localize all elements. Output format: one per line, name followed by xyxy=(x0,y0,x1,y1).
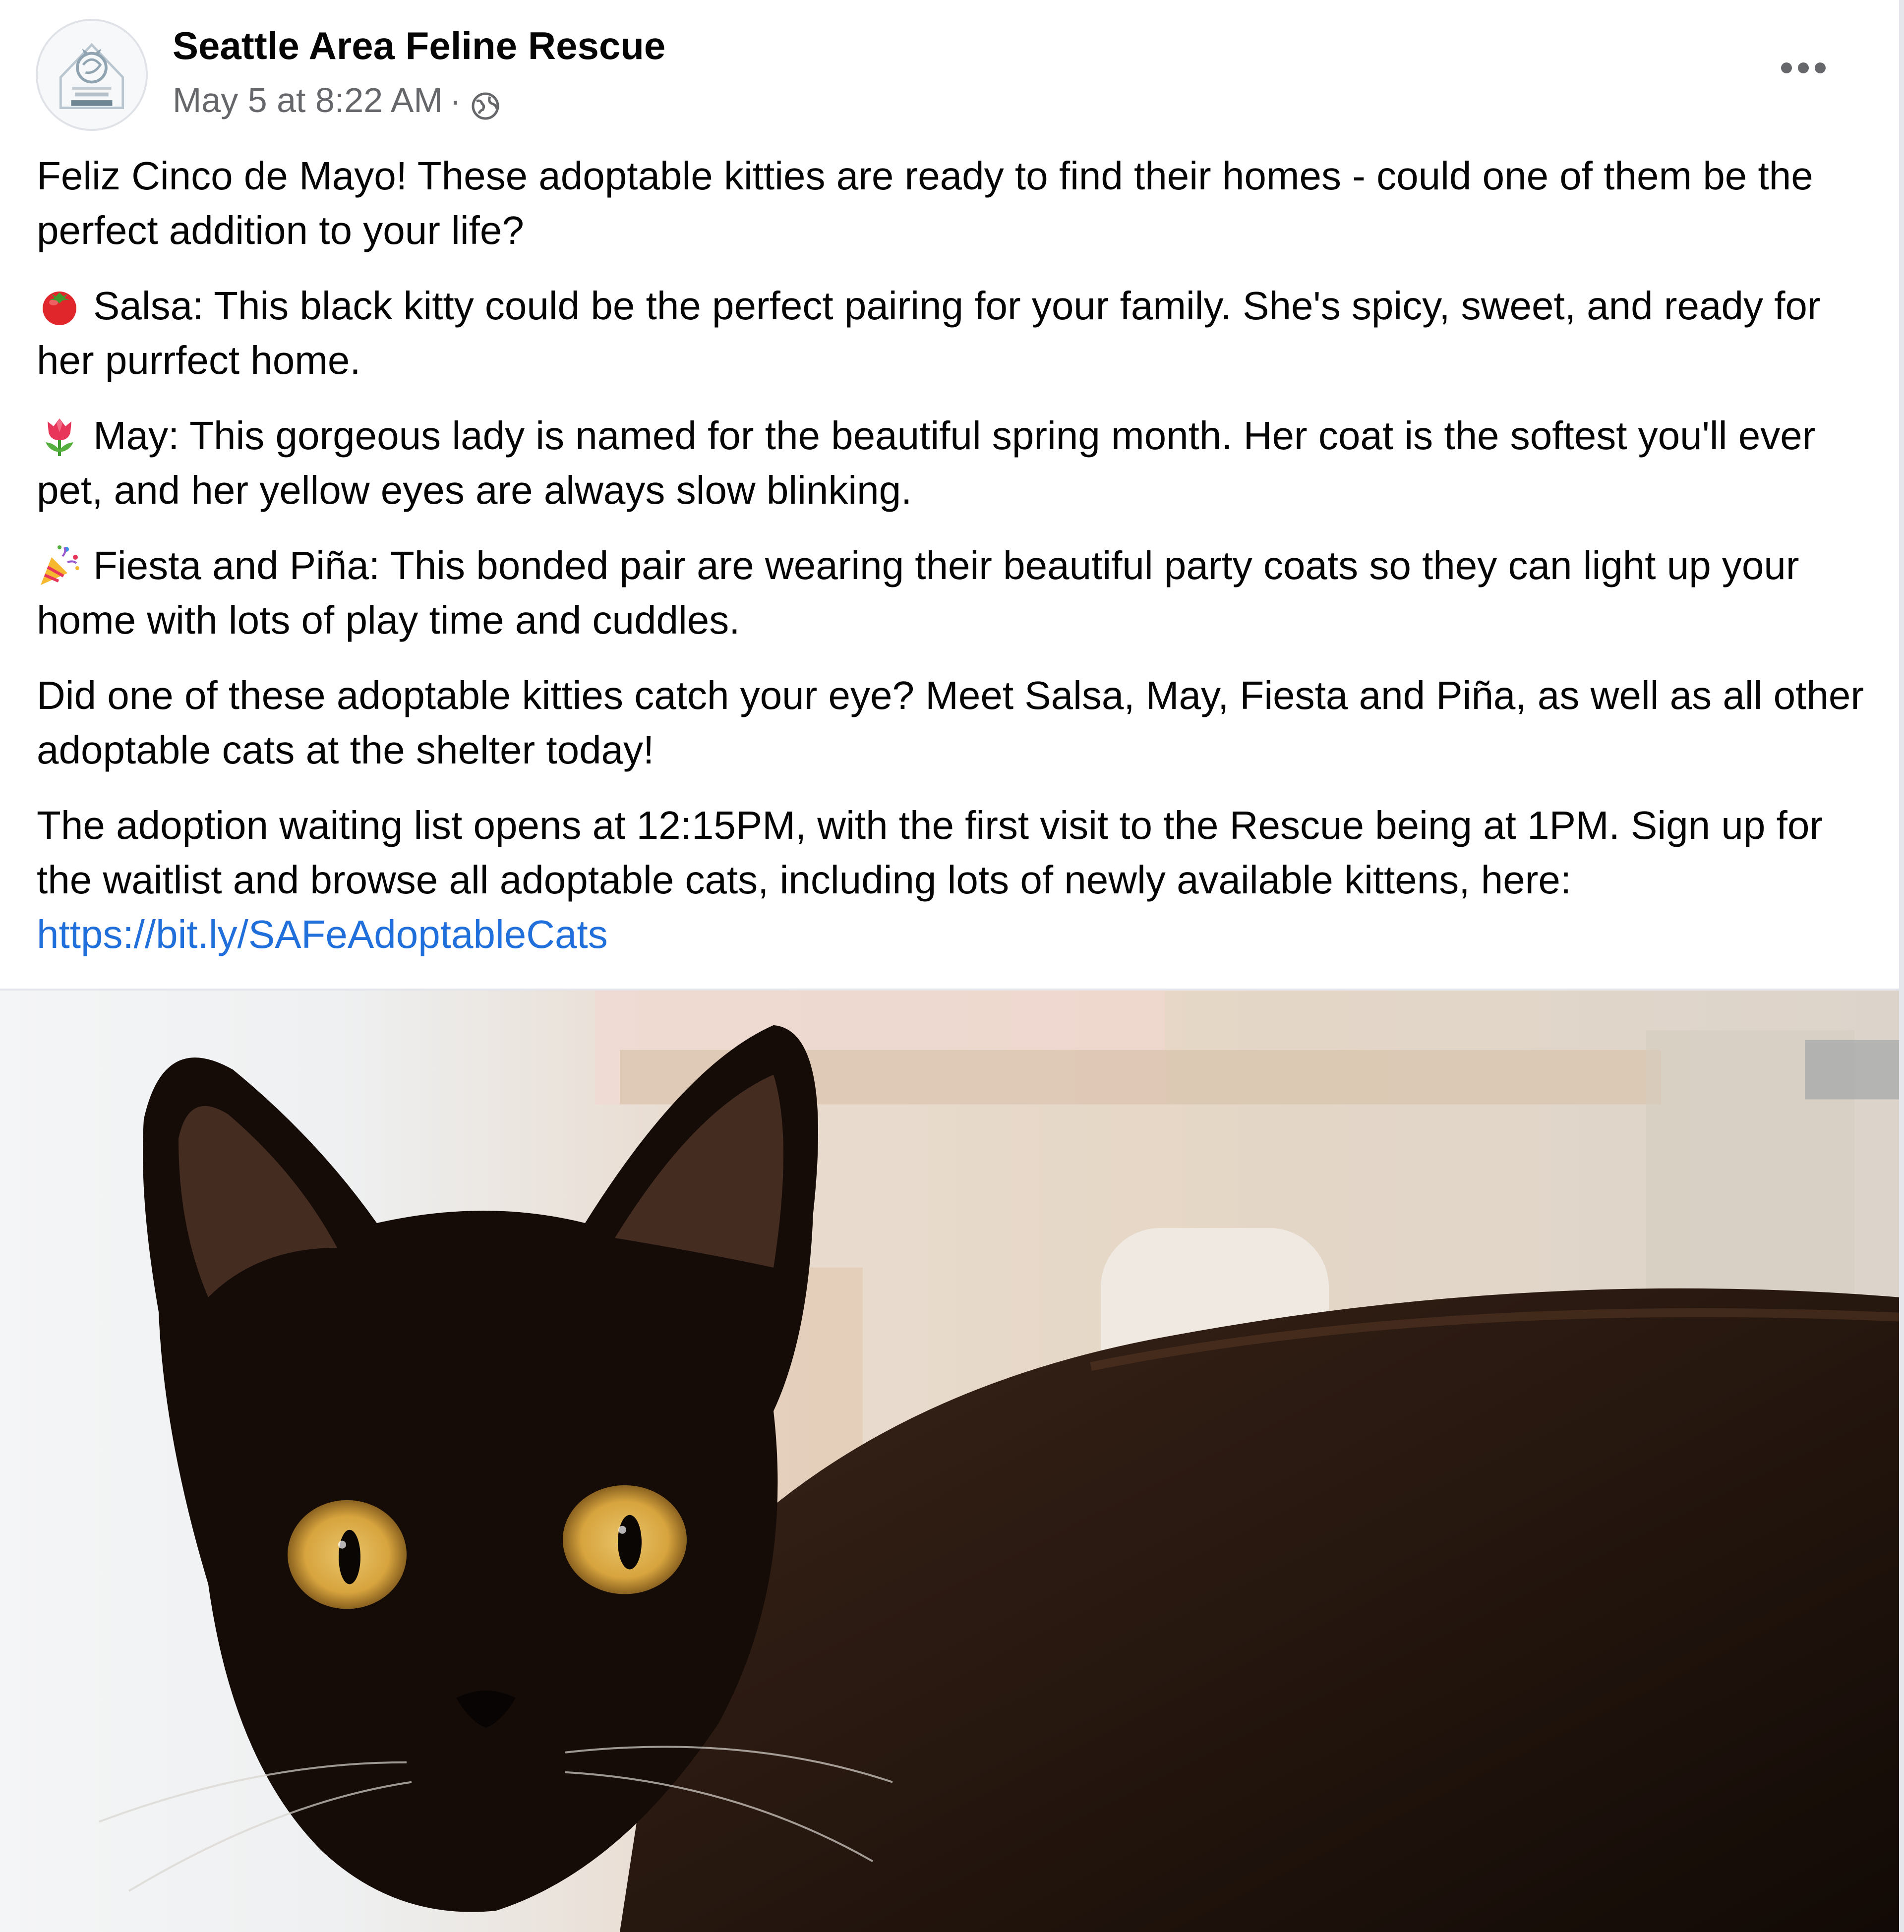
more-options-dot xyxy=(1815,62,1826,73)
post-timestamp[interactable]: May 5 at 8:22 AM xyxy=(173,81,443,119)
more-options-icon xyxy=(1781,62,1792,73)
black-cat-photo xyxy=(0,991,1899,1932)
more-options-dot xyxy=(1798,62,1809,73)
post-meta xyxy=(173,75,501,125)
tulip-icon xyxy=(37,412,82,458)
post-paragraph-salsa xyxy=(37,279,1871,388)
rescue-logo-icon xyxy=(38,21,146,129)
page-avatar[interactable] xyxy=(36,19,148,131)
post-paragraph-intro: Feliz Cinco de Mayo! These adoptable kitties are ready to find their homes - could one of them be the perfect addition to your life? xyxy=(37,154,1813,252)
post-paragraph-waitlist xyxy=(37,798,1871,962)
page-name-link[interactable]: Seattle Area Feline Rescue xyxy=(173,24,666,67)
waitlist-text: The adoption waiting list opens at 12:15PM, with the first visit to the Rescue being at 1PM. Sign up for the waitlist and browse all adoptable cats, including lots of newly available kittens, here: xyxy=(37,803,1823,902)
may-text: May: This gorgeous lady is named for the beautiful spring month. Her coat is the softest you'll ever pet, and her yellow eyes are always slow blinking. xyxy=(37,413,1816,512)
more-options-button[interactable] xyxy=(1771,46,1836,90)
post-paragraph-fiesta xyxy=(37,538,1871,647)
post-paragraph-may xyxy=(37,409,1871,518)
post-paragraph-meet: Did one of these adoptable kitties catch your eye? Meet Salsa, May, Fiesta and Piña, as well as all other adoptable cats at the shelter today! xyxy=(37,673,1864,772)
fiesta-text: Fiesta and Piña: This bonded pair are wearing their beautiful party coats so they can light up your home with lots of play time and cuddles. xyxy=(37,543,1799,642)
post-message xyxy=(37,149,1871,983)
party-popper-icon xyxy=(37,542,82,588)
salsa-text: Salsa: This black kitty could be the perfect pairing for your family. She's spicy, sweet, and ready for her purrfect home. xyxy=(37,284,1821,382)
tomato-icon xyxy=(37,283,82,328)
adoptable-cats-link[interactable]: https://bit.ly/SAFeAdoptableCats xyxy=(37,912,608,956)
post-photo[interactable] xyxy=(0,989,1899,1932)
globe-icon[interactable] xyxy=(470,85,501,116)
meta-separator: · xyxy=(449,81,462,119)
